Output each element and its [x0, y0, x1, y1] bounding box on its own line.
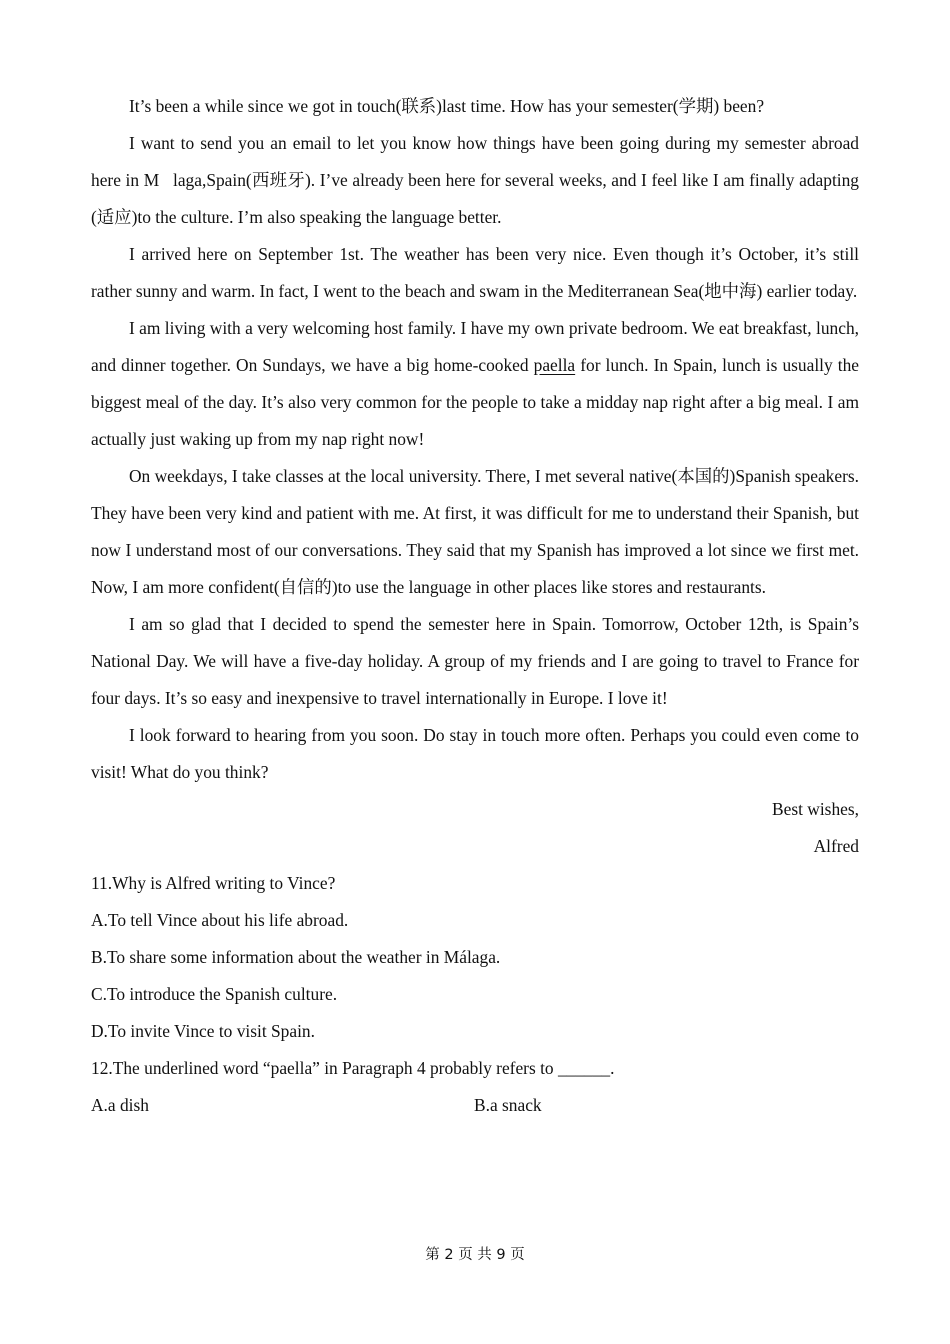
question-12-option-a: A.a dish — [91, 1095, 149, 1115]
document-page — [91, 88, 859, 1124]
paragraph-4-text-after: for lunch. In Spain, lunch is usually the biggest meal of the day. It’s also very common for the people to take a midday nap right after a big meal. I am actually just waking up from my nap right now! — [91, 355, 859, 449]
letter-paragraph-5: On weekdays, I take classes at the local university. There, I met several native(本国的)Spanish speakers. They have been very kind and patient with me. At first, it was difficult for me to understand their Spanish, but now I understand most of our conversations. They said that my Spanish has improved a lot since we first met. Now, I am more confident(自信的)to use the language in other places like stores and restaurants. — [91, 466, 859, 597]
letter-paragraph-2: I want to send you an email to let you know how things have been going during my semester abroad here in M laga,Spain(西班牙). I’ve already been here for several weeks, and I feel like I am finally adapting (适应)to the culture. I’m also speaking the language better. — [91, 133, 859, 227]
letter-closing: Best wishes, — [772, 799, 859, 819]
letter-paragraph-1: It’s been a while since we got in touch(联系)last time. How has your semester(学期) been? — [129, 96, 765, 116]
question-11-option-a: A.To tell Vince about his life abroad. — [91, 910, 349, 930]
question-12-options — [91, 1087, 859, 1124]
letter-signature: Alfred — [813, 836, 859, 856]
question-12-option-b: B.a snack — [474, 1095, 542, 1115]
question-11: 11.Why is Alfred writing to Vince? — [91, 873, 336, 893]
question-11-option-b: B.To share some information about the weather in Málaga. — [91, 947, 501, 967]
page-number-footer: 第 2 页 共 9 页 — [425, 1247, 525, 1263]
paragraph-4-text-before: I am living with a very welcoming host family. I have my own private bedroom. We eat breakfast, lunch, and dinner together. On Sundays, we have a big home-cooked — [91, 318, 859, 375]
letter-paragraph-7: I look forward to hearing from you soon. Do stay in touch more often. Perhaps you could even come to visit! What do you think? — [91, 725, 859, 782]
letter-paragraph-4 — [91, 310, 859, 458]
question-12: 12.The underlined word “paella” in Paragraph 4 probably refers to ______. — [91, 1058, 615, 1078]
question-11-option-c: C.To introduce the Spanish culture. — [91, 984, 338, 1004]
letter-paragraph-6: I am so glad that I decided to spend the semester here in Spain. Tomorrow, October 12th, is Spain’s National Day. We will have a five-day holiday. A group of my friends and I are going to travel to France for four days. It’s so easy and inexpensive to travel internationally in Europe. I love it! — [91, 614, 859, 708]
underlined-word-paella: paella — [533, 355, 576, 375]
letter-paragraph-3: I arrived here on September 1st. The weather has been very nice. Even though it’s October, it’s still rather sunny and warm. In fact, I went to the beach and swam in the Mediterranean Sea(地中海) earlier today. — [91, 244, 859, 301]
question-11-option-d: D.To invite Vince to visit Spain. — [91, 1021, 315, 1041]
